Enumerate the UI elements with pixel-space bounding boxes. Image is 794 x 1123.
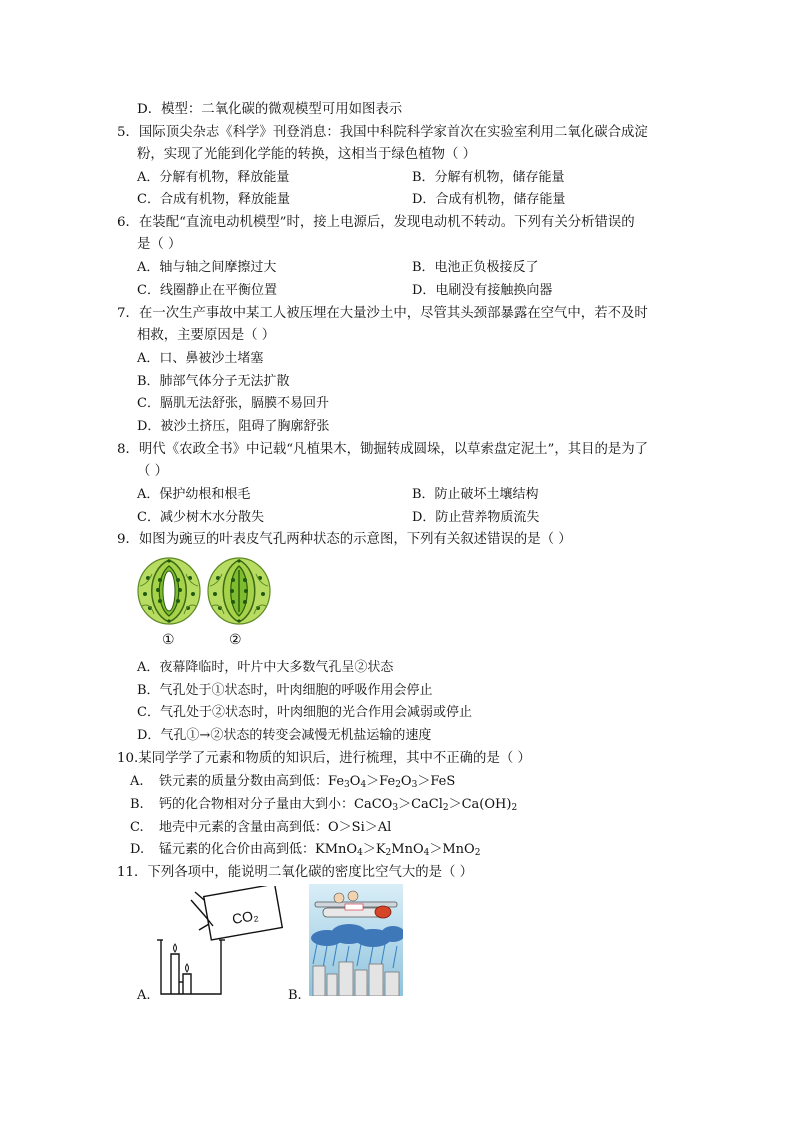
q8-stem-line1: 8．明代《农政全书》中记载“凡植果木，锄掘转成圆垛，以草索盘定泥土”，其目的是为了 [117, 442, 649, 457]
q10-option-a-label: A. [130, 774, 144, 789]
q10-option-c-label: C. [130, 820, 144, 835]
q10-option-d-text: 锰元素的化合价由高到低： [159, 842, 316, 857]
q9-option-c: C．气孔处于②状态时，叶肉细胞的光合作用会减弱或停止 [137, 705, 472, 720]
q9-option-d: D．气孔①→②状态的转变会减慢无机盐运输的速度 [137, 728, 432, 743]
q5-stem-line2: 粉，实现了光能到化学能的转换，这相当于绿色植物（ ） [137, 147, 477, 162]
q10-stem: 10.某同学学了元素和物质的知识后，进行梳理，其中不正确的是（ ） [117, 751, 531, 766]
q9-stem: 9．如图为豌豆的叶表皮气孔两种状态的示意图，下列有关叙述错误的是（ ） [117, 532, 572, 547]
q6-stem-line1: 6．在装配“直流电动机模型”时，接上电源后，发现电动机不转动。下列有关分析错误的 [117, 215, 635, 230]
q7-option-a: A．口、鼻被沙土堵塞 [137, 351, 264, 366]
q6-option-d: D．电刷没有接触换向器 [412, 283, 553, 298]
q11-stem: 11．下列各项中，能说明二氧化碳的密度比空气大的是（ ） [117, 865, 474, 880]
stoma-label-1: ① [162, 632, 175, 648]
q4-option-d: D．模型：二氧化碳的微观模型可用如图表示 [137, 102, 403, 117]
q8-option-b: B．防止破坏土壤结构 [412, 487, 539, 502]
q10-option-d-formula: $KMnO_4>K_2MnO_4>MnO_2$ [315, 842, 481, 858]
q5-option-a: A．分解有机物，释放能量 [137, 170, 290, 185]
q8-option-c: C．减少树木水分散失 [137, 510, 264, 525]
q11-option-a: A. [137, 988, 151, 1003]
stoma-closed-figure [206, 556, 272, 626]
q10-option-a-text: 铁元素的质量分数由高到低： [159, 774, 329, 789]
q5-option-c: C．合成有机物，释放能量 [137, 192, 290, 207]
q10-option-d [159, 841, 480, 862]
q10-option-a-formula: $Fe_3O_4>Fe_2O_3>FeS$ [328, 774, 456, 790]
q7-stem-line2: 相救，主要原因是（ ） [137, 328, 276, 343]
q10-option-b-text: 钙的化合物相对分子量由大到小： [159, 797, 355, 812]
q10-option-b [159, 796, 517, 817]
q9-option-b: B．气孔处于①状态时，叶肉细胞的呼吸作用会停止 [137, 683, 433, 698]
q10-option-a [159, 773, 455, 794]
co2-beaker-figure [155, 886, 285, 998]
q6-option-b: B．电池正负极接反了 [412, 260, 539, 275]
q6-option-a: A．轴与轴之间摩擦过大 [137, 260, 277, 275]
q8-option-d: D．防止营养物质流失 [412, 510, 540, 525]
q11-option-b: B. [288, 988, 302, 1003]
co2-label: CO₂ [230, 907, 260, 927]
q10-option-c: 地壳中元素的含量由高到低：O＞Si＞Al [159, 820, 392, 835]
q7-stem-line1: 7．在一次生产事故中某工人被压埋在大量沙土中，尽管其头颈部暴露在空气中，若不及时 [117, 306, 648, 321]
q10-option-b-formula: $CaCO_3>CaCl_2>Ca(OH)_2$ [354, 797, 518, 813]
q6-stem-line2: 是（ ） [137, 237, 182, 252]
q10-option-b-label: B. [130, 797, 144, 812]
q6-option-c: C．线圈静止在平衡位置 [137, 283, 277, 298]
stoma-open-figure [136, 556, 202, 626]
stoma-label-2: ② [229, 632, 242, 648]
q5-option-d: D．合成有机物，储存能量 [412, 192, 566, 207]
q9-option-a: A．夜幕降临时，叶片中大多数气孔呈②状态 [137, 660, 394, 675]
airplane-cloud-illustration [309, 884, 403, 996]
q5-option-b: B．分解有机物，储存能量 [412, 170, 565, 185]
q8-stem-line2: （ ） [137, 464, 169, 479]
q7-option-b: B．肺部气体分子无法扩散 [137, 374, 290, 389]
q8-option-a: A．保护幼根和根毛 [137, 487, 251, 502]
q7-option-d: D．被沙土挤压，阻碍了胸廓舒张 [137, 419, 330, 434]
q5-stem-line1: 5．国际顶尖杂志《科学》刊登消息：我国中科院科学家首次在实验室利用二氧化碳合成淀 [117, 125, 648, 140]
q7-option-c: C．膈肌无法舒张，膈膜不易回升 [137, 396, 329, 411]
q10-option-d-label: D. [130, 842, 145, 857]
